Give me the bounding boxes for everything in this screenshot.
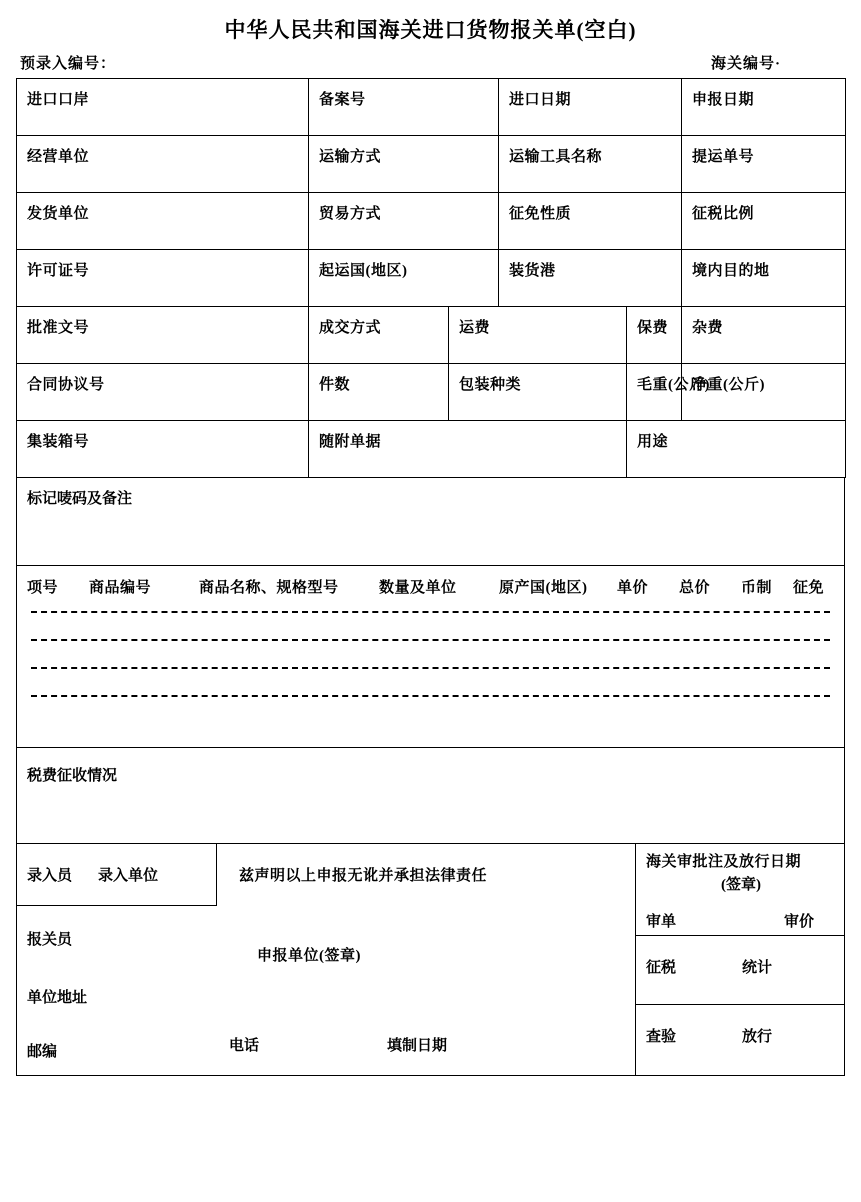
field-usage[interactable]: 用途 [627, 421, 846, 478]
field-record-no[interactable]: 备案号 [309, 79, 499, 136]
field-country-of-dispatch[interactable]: 起运国(地区) [309, 250, 499, 307]
field-net-weight[interactable]: 净重(公斤) [682, 364, 846, 421]
entry-unit-label: 录入单位 [98, 868, 159, 884]
tax-collection-block[interactable] [16, 748, 845, 844]
levy-statistics-inner [646, 942, 836, 1004]
table-row [17, 307, 846, 364]
items-header-row [17, 566, 844, 597]
customs-declaration-form [0, 14, 861, 1202]
audit-doc-label[interactable]: 审单 [646, 914, 677, 930]
goods-items-block[interactable] [16, 566, 845, 748]
unit-address-label[interactable]: 单位地址 [27, 990, 88, 1006]
customs-number-label: 海关编号· [710, 56, 781, 72]
field-trade-mode[interactable]: 贸易方式 [309, 193, 499, 250]
customs-approval-panel [636, 844, 844, 1075]
inspection-release-row [636, 1005, 844, 1073]
field-contract-no[interactable]: 合同协议号 [17, 364, 309, 421]
items-col-exemption: 征免 [793, 580, 825, 596]
field-declaration-date[interactable]: 申报日期 [682, 79, 846, 136]
table-row [17, 250, 846, 307]
field-package-type[interactable]: 包装种类 [449, 364, 627, 421]
field-consignor[interactable]: 发货单位 [17, 193, 309, 250]
items-col-item-no: 项号 [27, 580, 59, 596]
items-col-total-price: 总价 [679, 580, 711, 596]
field-import-date[interactable]: 进口日期 [499, 79, 682, 136]
declaration-statement: 兹声明以上申报无讹并承担法律责任 [239, 868, 488, 884]
field-transport-name[interactable]: 运输工具名称 [499, 136, 682, 193]
customs-approval-title: 海关审批注及放行日期 [646, 854, 802, 870]
field-operating-unit[interactable]: 经营单位 [17, 136, 309, 193]
audit-price-label[interactable]: 审价 [783, 914, 814, 930]
field-package-count[interactable]: 件数 [309, 364, 449, 421]
field-transport-mode[interactable]: 运输方式 [309, 136, 499, 193]
header-fields-table [16, 78, 846, 478]
field-port-of-loading[interactable]: 装货港 [499, 250, 682, 307]
field-approval-no[interactable]: 批准文号 [17, 307, 309, 364]
statistics-label[interactable]: 统计 [742, 960, 773, 976]
prenumber-row [16, 52, 845, 78]
items-col-name-spec: 商品名称、规格型号 [199, 580, 339, 596]
tax-collection-label: 税费征收情况 [27, 768, 118, 784]
field-exemption-nature[interactable]: 征免性质 [499, 193, 682, 250]
items-col-origin-country: 原产国(地区) [499, 580, 588, 596]
items-col-qty-unit: 数量及单位 [379, 580, 457, 596]
field-transaction-mode[interactable]: 成交方式 [309, 307, 449, 364]
table-row [17, 421, 846, 478]
field-import-port[interactable]: 进口口岸 [17, 79, 309, 136]
customs-approval-seal-label: (签章) [721, 877, 761, 893]
field-license-no[interactable]: 许可证号 [17, 250, 309, 307]
dashed-line [31, 639, 830, 641]
pre-entry-number-label: 预录入编号： [20, 56, 117, 72]
table-row [17, 79, 846, 136]
footer-left-panel [17, 844, 636, 1075]
postcode-label[interactable]: 邮编 [27, 1044, 58, 1060]
audit-row [646, 910, 836, 931]
inspection-label[interactable]: 查验 [646, 1029, 677, 1045]
table-row [17, 136, 846, 193]
declarant-label[interactable]: 报关员 [27, 932, 73, 948]
field-insurance[interactable]: 保费 [627, 307, 682, 364]
fill-date-label[interactable]: 填制日期 [387, 1038, 448, 1054]
items-col-hs-code: 商品编号 [89, 580, 152, 596]
table-row [17, 364, 846, 421]
release-label[interactable]: 放行 [742, 1029, 773, 1045]
levy-tax-label[interactable]: 征税 [646, 960, 677, 976]
declaring-unit-seal-label: 申报单位(签章) [257, 948, 361, 964]
field-domestic-destination[interactable]: 境内目的地 [682, 250, 846, 307]
marks-label: 标记唛码及备注 [27, 491, 133, 507]
field-misc-charges[interactable]: 杂费 [682, 307, 846, 364]
levy-statistics-row [636, 936, 844, 1005]
field-tax-rate[interactable]: 征税比例 [682, 193, 846, 250]
dashed-line [31, 667, 830, 669]
field-attached-documents[interactable]: 随附单据 [309, 421, 627, 478]
table-row [17, 193, 846, 250]
field-gross-weight[interactable]: 毛重(公斤) [627, 364, 682, 421]
field-container-no[interactable]: 集装箱号 [17, 421, 309, 478]
dashed-line [31, 695, 830, 697]
entry-clerk-label: 录入员 [27, 868, 73, 884]
items-col-unit-price: 单价 [617, 580, 649, 596]
field-freight[interactable]: 运费 [449, 307, 627, 364]
inspection-release-inner [646, 1011, 836, 1073]
items-dashed-rows [17, 611, 844, 697]
dashed-line [31, 611, 830, 613]
items-col-currency: 币制 [741, 580, 773, 596]
footer-block [16, 844, 845, 1076]
entry-clerk-box[interactable] [17, 844, 217, 906]
phone-label[interactable]: 电话 [229, 1038, 260, 1054]
page-title: 中华人民共和国海关进口货物报关单(空白) [224, 18, 637, 42]
customs-approval-header [636, 844, 844, 936]
field-bill-of-lading-no[interactable]: 提运单号 [682, 136, 846, 193]
marks-and-remarks-block[interactable] [16, 478, 845, 566]
